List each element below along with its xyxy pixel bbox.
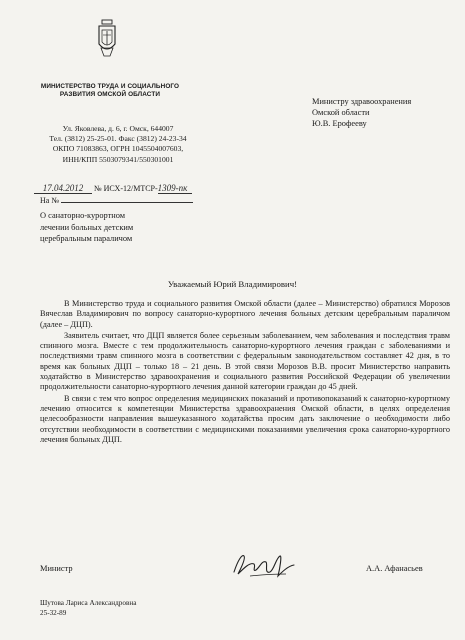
- reference-label: На №: [40, 196, 59, 205]
- handwritten-signature: [228, 550, 302, 580]
- coat-of-arms-emblem: [96, 18, 118, 60]
- body-paragraph: Заявитель считает, что ДЦП является более серьезным заболеванием, чем заболевания и последствия травм спинного мозга. Вместе с тем продолжительность санаторно-курортного лечения граждан с заболеваниями и последствиями травм спинного мозга в соответствии с федеральным законодательством составляет 42 дня, в то время как больных ДЦП – только 18 – 21 день. В этой связи Морозов В.В. просит Министерство направить ходатайство в Министерство здравоохранения и социального развития Российской Федерации об увеличении продолжительности санаторно-курортного лечения данной категории граждан до 45 дней.: [40, 330, 450, 392]
- registration-number-suffix: пк: [178, 183, 188, 193]
- ministry-name-line2: РАЗВИТИЯ ОМСКОЙ ОБЛАСТИ: [59, 91, 161, 98]
- body-paragraph: В связи с тем что вопрос определения медицинских показаний и противопоказаний к санаторно-курортному лечению относится к компетенции Министерства здравоохранения Омской области, в целях определения целесообразности направления вышеуказанного ходатайства просим дать заключение о необходимости либо отсутствии необходимости в соответствии с медицинскими показаниями увеличения срока санаторно-курортного лечения больных ДЦП.: [40, 393, 450, 444]
- reference-blank: [61, 202, 193, 203]
- ministry-name-line1: МИНИСТЕРСТВО ТРУДА И СОЦИАЛЬНОГО: [40, 83, 180, 90]
- salutation: Уважаемый Юрий Владимирович!: [167, 279, 298, 289]
- executor-phone: 25-32-89: [40, 608, 67, 617]
- ministry-name: [40, 83, 180, 99]
- registration-number-handwritten: 1309: [157, 183, 176, 193]
- recipient-line1: Министру здравоохранения: [312, 97, 412, 106]
- subject-line2: лечении больных детским: [40, 222, 134, 232]
- recipient-line3: Ю.В. Ерофееву: [312, 119, 367, 128]
- reference-line: [40, 196, 193, 205]
- registration-number-prefix: № ИСХ-12/МТСР-: [94, 184, 158, 193]
- signatory-name: А.А. Афанасьев: [366, 564, 423, 573]
- subject-line1: О санаторно-курортном: [40, 211, 126, 220]
- registration-date: 17.04.2012: [34, 183, 92, 194]
- ministry-address: Ул. Яковлева, д. 6, г. Омск, 644007: [62, 124, 174, 133]
- subject-line3: церебральным параличом: [40, 234, 133, 243]
- letter-body: [40, 299, 450, 446]
- recipient-line2: Омской области: [312, 108, 370, 117]
- ministry-contacts: [48, 124, 188, 165]
- ministry-codes: ОКПО 71083863, ОГРН 1045504007603,: [52, 144, 184, 154]
- signatory-role: Министр: [40, 564, 73, 573]
- ministry-phone-fax: Тел. (3812) 25-25-01. Факс (3812) 24-23-34: [49, 134, 187, 144]
- executor-name: Шутова Лариса Александровна: [40, 599, 137, 607]
- ministry-inn: ИНН/КПП 5503079341/550301001: [62, 154, 174, 164]
- recipient-block: [312, 96, 462, 129]
- executor-block: [40, 599, 136, 618]
- letter-subject: [40, 210, 220, 245]
- registration-line: 17.04.2012 № ИСХ-12/МТСР-1309-пк: [34, 183, 192, 194]
- body-paragraph: В Министерство труда и социального развития Омской области (далее – Министерство) обратился Морозов Вячеслав Владимирович по вопросу санаторно-курортного лечения больных детским церебральным параличом (далее – ДЦП).: [40, 299, 450, 329]
